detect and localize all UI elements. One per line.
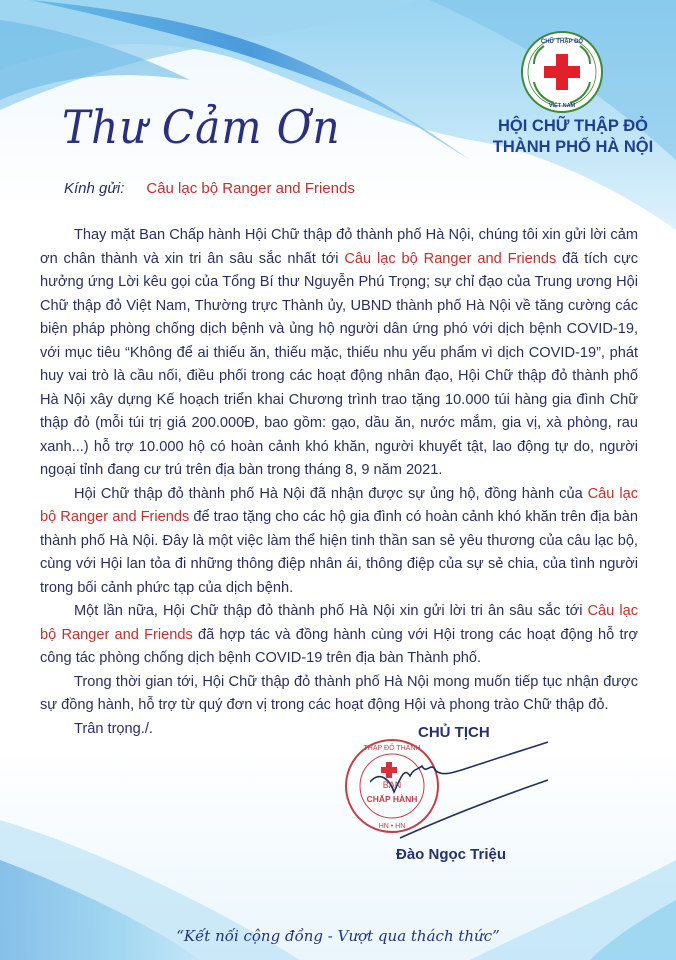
recipient-highlight: Câu lạc bộ Ranger and Friends (40, 603, 638, 643)
organization-line-1: HỘI CHỮ THẬP ĐỎ (498, 117, 648, 135)
salutation (64, 180, 355, 197)
paragraph-1 (40, 224, 638, 483)
svg-text:VIỆT NAM: VIỆT NAM (548, 103, 576, 109)
paragraph-2 (40, 483, 638, 601)
svg-text:BAN: BAN (382, 780, 402, 790)
organization-line-2: THÀNH PHỐ HÀ NỘI (492, 138, 654, 156)
paragraph-text: Hội Chữ thập đỏ thành phố Hà Nội đã nhận được sự ủng hộ, đồng hành của (74, 485, 588, 502)
paragraph-text: Trong thời gian tới, Hội Chữ thập đỏ thành phố Hà Nội mong muốn tiếp tục nhận được sự đồng hành, hỗ trợ từ quý đơn vị trong các hoạt động Hội và phong trào Chữ thập đỏ. (40, 673, 638, 713)
signer-name: Đào Ngọc Triệu (396, 846, 507, 863)
handwritten-signature (370, 740, 550, 840)
letter-body (40, 224, 638, 741)
paragraph-4 (40, 671, 638, 718)
svg-text:CHẤP HÀNH: CHẤP HÀNH (366, 794, 418, 804)
recipient-name: Câu lạc bộ Ranger and Friends (146, 180, 355, 197)
paragraph-text: Thay mặt Ban Chấp hành Hội Chữ thập đỏ thành phố Hà Nội, chúng tôi xin gửi lời cảm ơn chân thành và xin tri ân sâu sắc nhất tới (40, 227, 638, 267)
red-cross-logo-icon (520, 30, 604, 114)
letter-title: Thư Cảm Ơn (62, 100, 341, 154)
closing: Trân trọng./. (74, 720, 153, 737)
salutation-label: Kính gửi: (64, 180, 125, 197)
paragraph-text: để trao tặng cho các hộ gia đình có hoàn cảnh khó khăn trên địa bàn thành phố Hà Nội. Đây là một việc làm thể hiện tinh thần san sẻ yêu thương của câu lạc bộ, cùng với Hội lan tỏa đi những thông điệp nhân ái, thông điệp của sự sẻ chia, của tình người trong bối cảnh phức tạp của dịch bệnh. (40, 509, 638, 596)
paragraph-text: đã tích cực hưởng ứng Lời kêu gọi của Tổng Bí thư Nguyễn Phú Trọng; sự chỉ đạo của Trung ương Hội Chữ thập đỏ Việt Nam, Thường trực Thành ủy, UBND thành phố Hà Nội về tăng cường các biện pháp phòng chống dịch bệnh và ủng hộ người dân ứng phó với dịch bệnh COVID-19, với mục tiêu “Không để ai thiếu ăn, thiếu mặc, thiếu nhu yếu phẩm vì dịch COVID-19”, phát huy vai trò là cầu nối, điều phối trong các hoạt động nhân đạo, Hội Chữ thập đỏ thành phố Hà Nội xây dựng Kế hoạch triển khai Chương trình trao tặng 10.000 túi hàng gia đình Chữ thập đỏ (mỗi túi trị giá 200.000Đ, bao gồm: gạo, dầu ăn, nước mắm, gia vị, xà phòng, rau xanh...) hỗ trợ 10.000 hộ có hoàn cảnh khó khăn, người khuyết tật, lao động tự do, người ngoại tỉnh đang cư trú trên địa bàn trong tháng 8, 9 năm 2021. (40, 250, 639, 478)
svg-text:THẬP ĐỎ THÀNH: THẬP ĐỎ THÀNH (363, 745, 421, 752)
paragraph-3 (40, 600, 638, 671)
paragraph-text: Một lần nữa, Hội Chữ thập đỏ thành phố Hà Nội xin gửi lời tri ân sâu sắc tới (74, 603, 588, 619)
recipient-highlight: Câu lạc bộ Ranger and Friends (40, 485, 638, 525)
recipient-highlight: Câu lạc bộ Ranger and Friends (344, 250, 557, 267)
svg-text:HN • HN: HN • HN (378, 823, 406, 830)
signer-position: CHỦ TỊCH (418, 724, 490, 741)
motto: “Kết nối cộng đồng - Vượt qua thách thức” (176, 927, 500, 945)
paragraph-text: đã hợp tác và đồng hành cùng với Hội trong các hoạt động hỗ trợ công tác phòng chống dịch bệnh COVID-19 trên địa bàn Thành phố. (40, 626, 638, 666)
svg-text:CHỮ THẬP ĐỎ: CHỮ THẬP ĐỎ (540, 39, 584, 45)
organization-name (478, 116, 668, 158)
